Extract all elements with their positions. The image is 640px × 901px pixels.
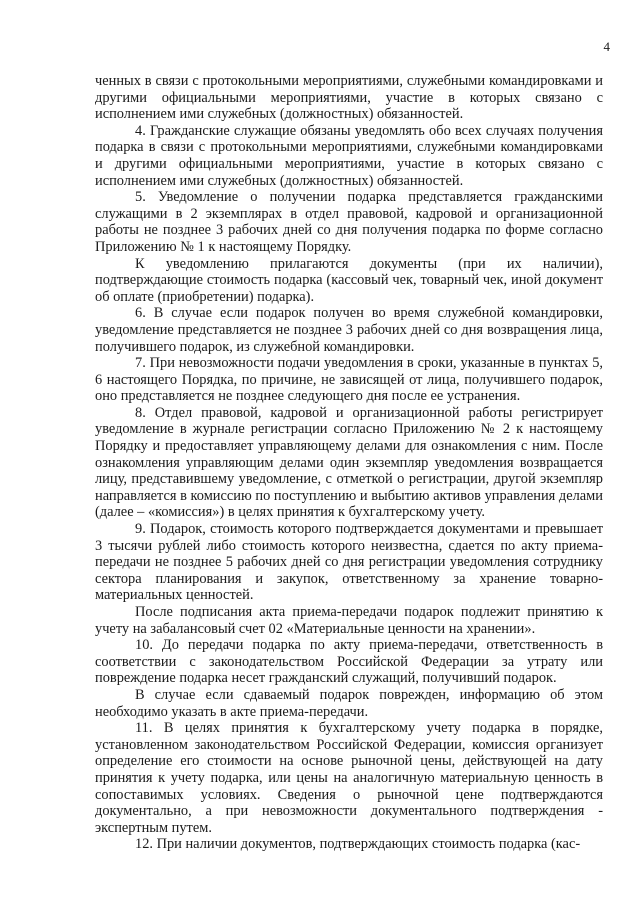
paragraph-item-11: 11. В целях принятия к бухгалтерскому учету подарка в порядке, установленном законодательством Российской Федерации, комиссия организует определение его стоимости на основе рыночной цены, действующей на дату принятия к учету подарка, или цены на аналогичную материальную ценность в сопоставимых условиях. Сведения о рыночной цене подтверждаются документально, а при невозможности документального подтверждения - экспертным путем.	[95, 720, 603, 836]
paragraph-continuation: ченных в связи с протокольными мероприятиями, служебными командировками и другими официальными мероприятиями, участие в которых связано с исполнением ими служебных (должностных) обязанностей.	[95, 73, 603, 123]
paragraph-acceptance: После подписания акта приема-передачи подарок подлежит принятию к учету на забалансовый счет 02 «Материальные ценности на хранении».	[95, 604, 603, 637]
paragraph-item-9: 9. Подарок, стоимость которого подтверждается документами и превышает 3 тысячи рублей либо стоимость которого неизвестна, сдается по акту приема-передачи не позднее 5 рабочих дней со дня регистрации уведомления сотруднику сектора планирования и закупок, ответственному за хранение товарно-материальных ценностей.	[95, 521, 603, 604]
document-body	[95, 73, 603, 853]
paragraph-item-4: 4. Гражданские служащие обязаны уведомлять обо всех случаях получения подарка в связи с протокольными мероприятиями, служебными командировками и другими официальными мероприятиями, участие в которых связано с исполнением ими служебных (должностных) обязанностей.	[95, 122, 603, 189]
paragraph-item-10: 10. До передачи подарка по акту приема-передачи, ответственность в соответствии с законодательством Российской Федерации за утрату или повреждение подарка несет гражданский служащий, получивший подарок.	[95, 637, 603, 687]
paragraph-item-6: 6. В случае если подарок получен во время служебной командировки, уведомление представляется не позднее 3 рабочих дней со дня возвращения лица, получившего подарок, из служебной командировки.	[95, 305, 603, 355]
paragraph-item-12: 12. При наличии документов, подтверждающих стоимость подарка (кас-	[135, 836, 581, 853]
page-number: 4	[603, 39, 610, 54]
paragraph-damage: В случае если сдаваемый подарок поврежден, информацию об этом необходимо указать в акте приема-передачи.	[95, 686, 603, 720]
paragraph-item-7: 7. При невозможности подачи уведомления в сроки, указанные в пунктах 5, 6 настоящего Порядка, по причине, не зависящей от лица, получившего подарок, оно представляется не позднее следующего дня после ее устранения.	[95, 355, 603, 405]
paragraph-item-5: 5. Уведомление о получении подарка представляется гражданскими служащими в 2 экземплярах в отдел правовой, кадровой и организационной работы не позднее 3 рабочих дней со дня получения подарка по форме согласно Приложению № 1 к настоящему Порядку.	[95, 189, 603, 255]
paragraph-attachments: К уведомлению прилагаются документы (при их наличии), подтверждающие стоимость подарка (кассовый чек, товарный чек, иной документ об оплате (приобретении) подарка).	[95, 255, 603, 305]
paragraph-item-8: 8. Отдел правовой, кадровой и организационной работы регистрирует уведомление в журнале регистрации согласно Приложению № 2 к настоящему Порядку и предоставляет управляющему делами для ознакомления с ним. После ознакомления управляющим делами один экземпляр уведомления возвращается лицу, представившему уведомление, с отметкой о регистрации, другой экземпляр направляется в комиссию по поступлению и выбытию активов управления делами (далее – «комиссия») в целях принятия к бухгалтерскому учету.	[95, 404, 603, 521]
